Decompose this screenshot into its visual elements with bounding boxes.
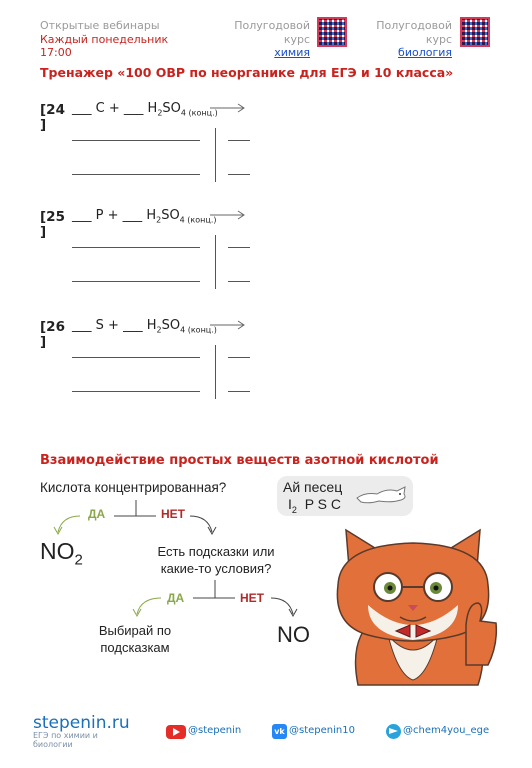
course1-link[interactable]: химия [274, 46, 310, 59]
flow-question-2: Есть подсказки или какие-то условия? [157, 544, 275, 576]
site-logo[interactable]: stepenin.ru [33, 713, 130, 733]
reaction-arrow-icon [210, 103, 246, 113]
telegram-handle: @chem4you_ege [403, 725, 490, 736]
vk-handle: @stepenin10 [289, 725, 355, 736]
vk-icon: vk [272, 724, 287, 739]
arctic-fox-icon [355, 482, 409, 508]
telegram-icon [386, 724, 401, 739]
task-number: [24 ] [40, 102, 65, 133]
coefficient-line[interactable] [228, 281, 250, 282]
webinars-day: Каждый понедельник [40, 33, 169, 46]
task-number: [26 ] [40, 319, 65, 350]
course1-line2: курс [283, 33, 310, 46]
coefficient-line[interactable] [228, 357, 250, 358]
coefficient-line[interactable] [228, 140, 250, 141]
task-number: [25 ] [40, 209, 65, 240]
coefficient-line[interactable] [228, 247, 250, 248]
qr-code-chemistry[interactable] [317, 17, 347, 47]
flow-yes-2: ДА [167, 591, 185, 605]
divider [215, 345, 216, 399]
equation: ___ S + ___ $H_2SO_{4 (конц.)}$ [72, 318, 217, 335]
site-subtitle: ЕГЭ по химии и биологии [33, 731, 98, 749]
answer-line[interactable] [72, 140, 200, 141]
divider [215, 235, 216, 289]
webinars-time: 17:00 [40, 46, 72, 59]
equation: ___ P + ___ $H_2SO_{4 (конц.)}$ [72, 208, 217, 225]
reaction-arrow-icon [210, 320, 246, 330]
divider [215, 128, 216, 182]
section-title: Взаимодействие простых веществ азотной кислотой [40, 453, 439, 468]
flow-result-no: NO [277, 622, 310, 647]
course1-line1: Полугодовой [234, 19, 310, 32]
answer-line[interactable] [72, 247, 200, 248]
qr-code-biology[interactable] [460, 17, 490, 47]
course2-line2: курс [425, 33, 452, 46]
task-26 [40, 317, 280, 407]
task-25 [40, 207, 280, 297]
youtube-icon [166, 725, 186, 739]
task-24 [40, 100, 280, 190]
course2-link[interactable]: биология [398, 46, 452, 59]
flow-no-1: НЕТ [161, 507, 185, 521]
answer-line[interactable] [72, 357, 200, 358]
answer-line[interactable] [72, 174, 200, 175]
equation: ___ C + ___ $H_2SO_{4 (конц.)}$ [72, 101, 218, 118]
flow-question-1: Кислота концентрированная? [40, 480, 227, 495]
page-title: Тренажер «100 ОВР по неорганике для ЕГЭ и 10 класса» [40, 65, 454, 80]
course2-line1: Полугодовой [376, 19, 452, 32]
webinars-label: Открытые вебинары [40, 19, 160, 32]
mnemonic-line-1: Ай песец [283, 479, 343, 495]
answer-line[interactable] [72, 391, 200, 392]
flow-yes-1: ДА [88, 507, 106, 521]
cat-mascot-icon [328, 525, 498, 690]
mnemonic-line-2: $I_2$ P S C [288, 496, 341, 515]
flow-no-2: НЕТ [240, 591, 264, 605]
flow-branch-2 [125, 580, 315, 620]
coefficient-line[interactable] [228, 391, 250, 392]
reaction-arrow-icon [210, 210, 246, 220]
mnemonic-box [277, 476, 413, 516]
answer-line[interactable] [72, 281, 200, 282]
youtube-handle: @stepenin [188, 725, 242, 736]
flow-hint: Выбирай по подсказкам [98, 623, 172, 655]
flow-result-no2: $NO_2$ [40, 538, 83, 569]
coefficient-line[interactable] [228, 174, 250, 175]
